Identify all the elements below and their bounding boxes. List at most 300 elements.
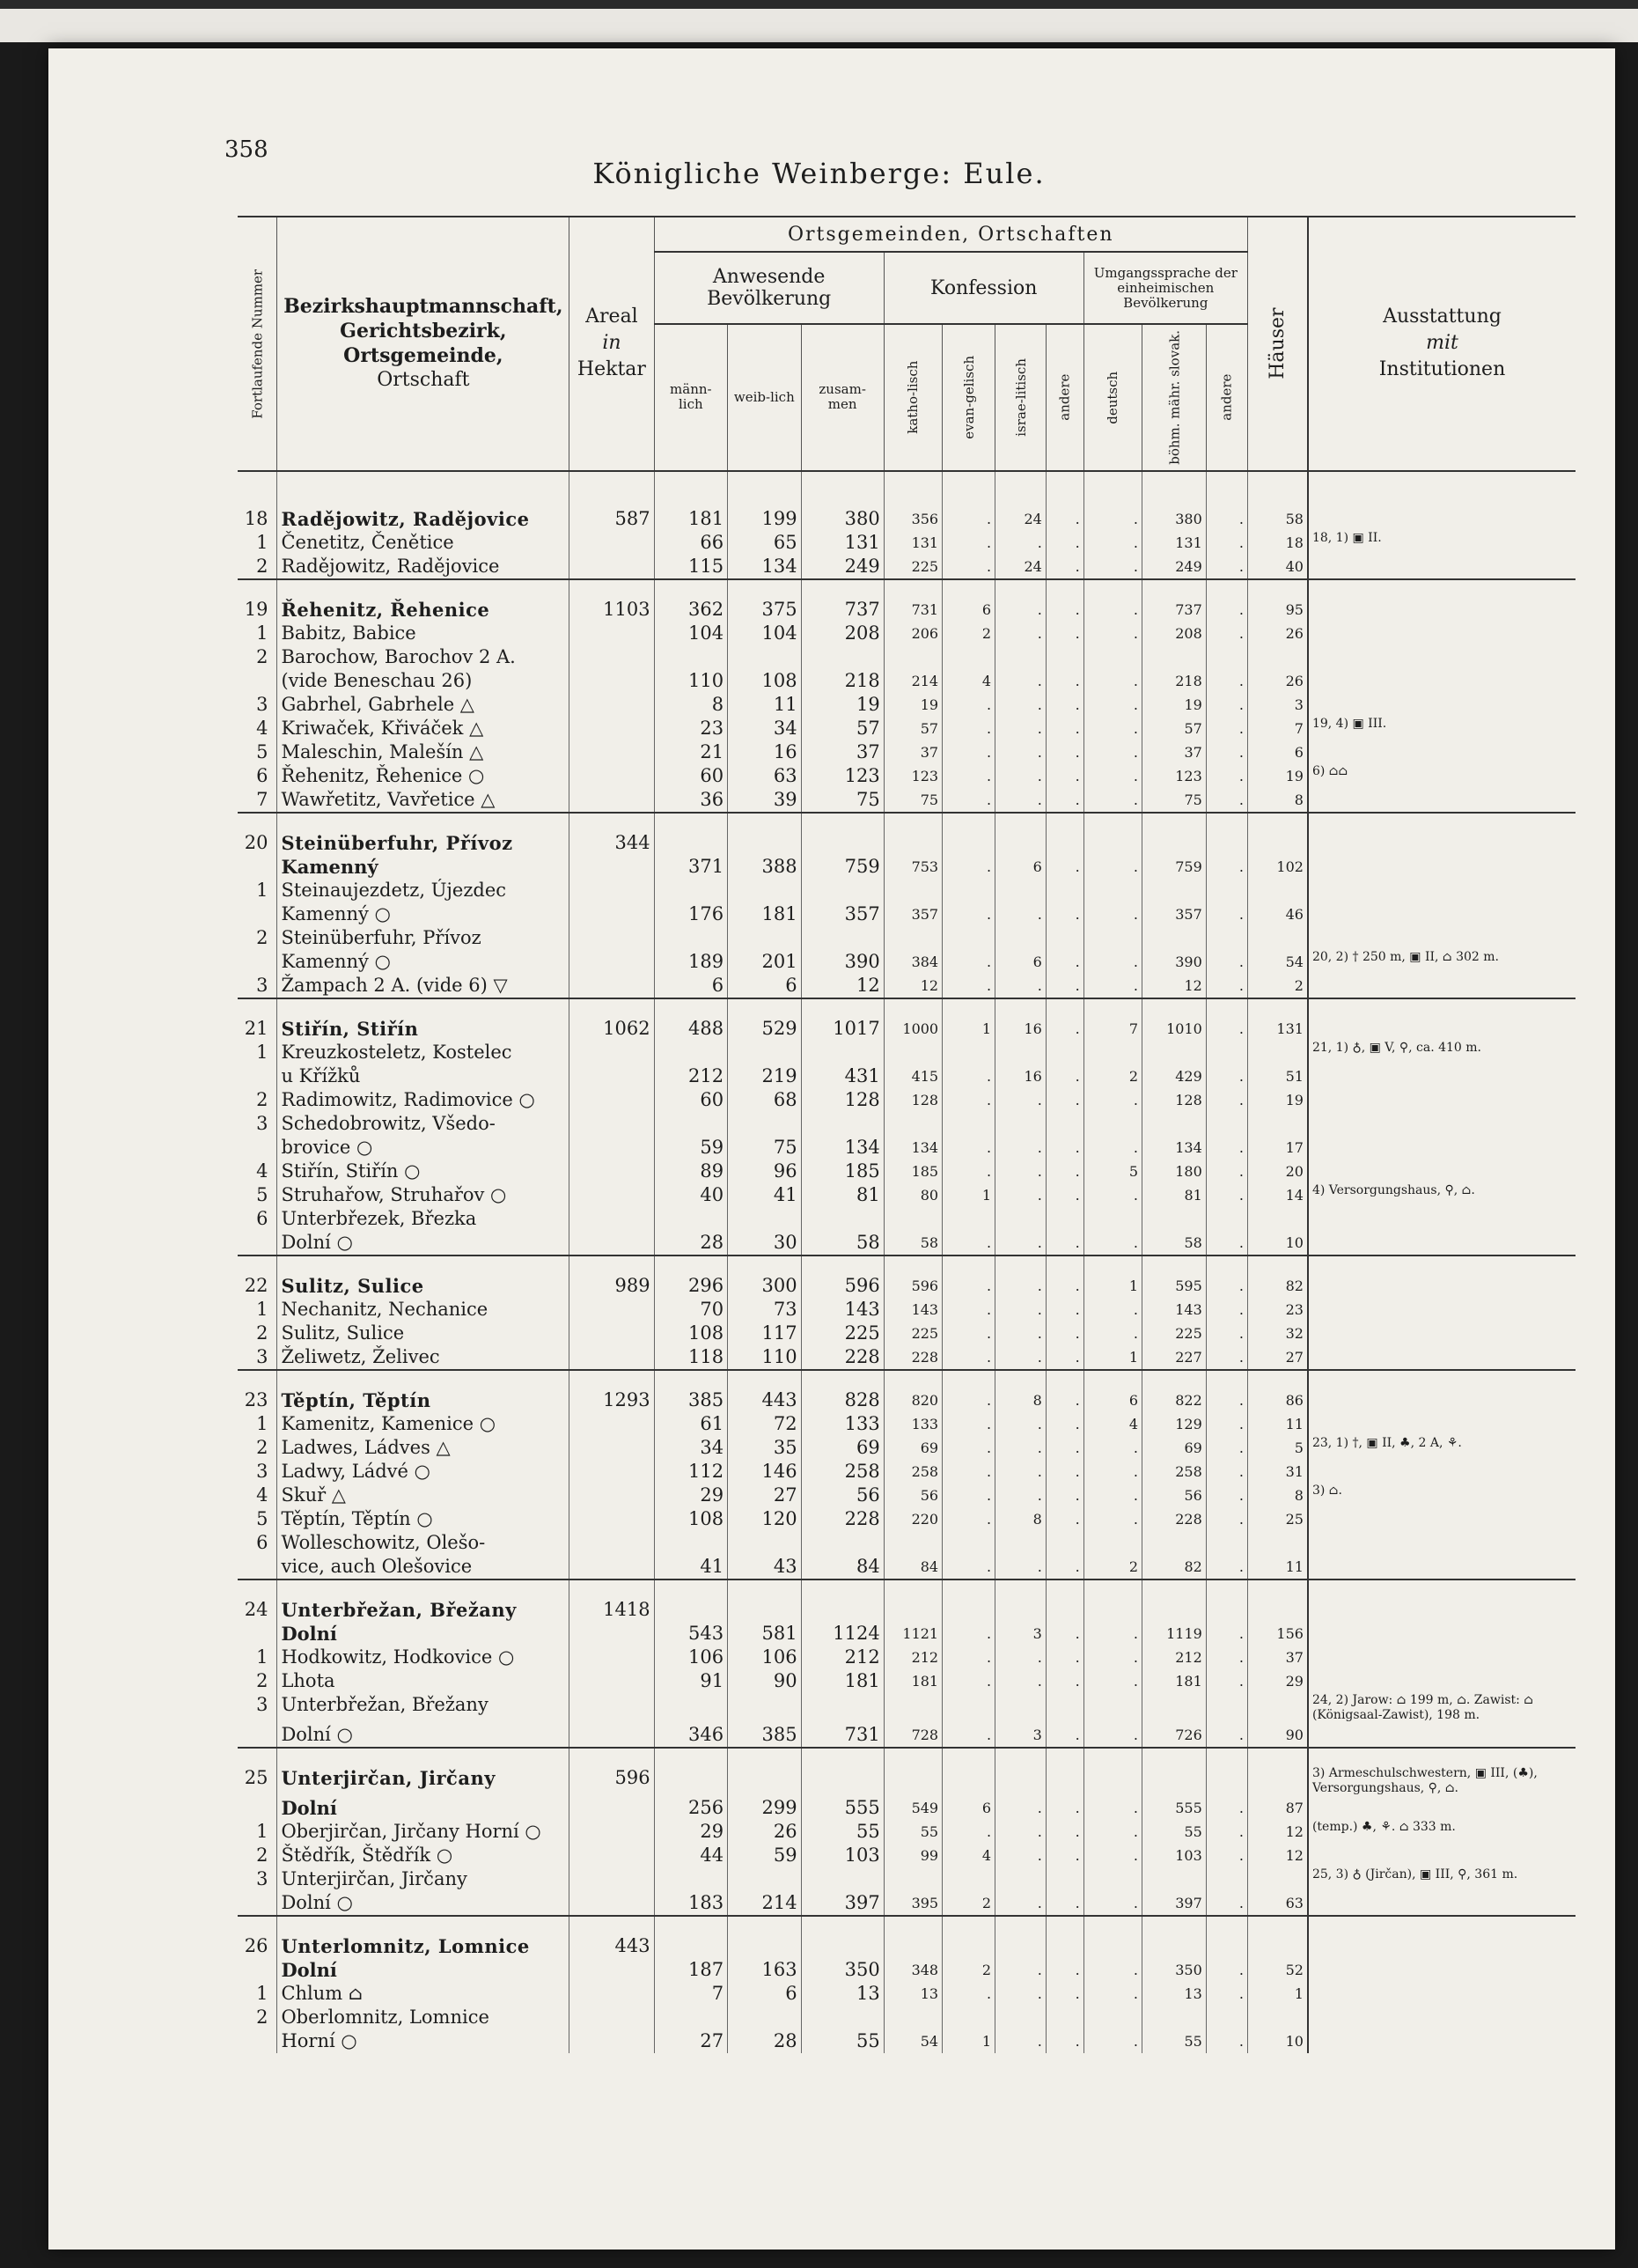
- header-language: Umgangssprache der einheimischen Bevölkerung: [1083, 252, 1247, 324]
- cell-czech: 225: [1142, 1322, 1207, 1345]
- cell-houses: [1247, 813, 1308, 855]
- cell-notes: [1308, 1844, 1576, 1867]
- table-row: [238, 1484, 1576, 1507]
- cell-nr: 1: [256, 1820, 268, 1842]
- cell-other-lang: .: [1206, 1844, 1247, 1867]
- cell-name: Chlum ⌂: [277, 1982, 569, 2006]
- cell-israelite: .: [995, 531, 1047, 555]
- header-areal-line3: Hektar: [577, 358, 646, 381]
- cell-name: Oberlomnitz, Lomnice: [277, 2006, 569, 2029]
- cell-nr: 1: [256, 879, 268, 901]
- cell-name: Steinaujezdetz, Újezdec: [277, 879, 569, 902]
- cell-total: 185: [801, 1160, 884, 1183]
- cell-israelite: 3: [995, 1622, 1047, 1646]
- cell-israelite: .: [995, 1345, 1047, 1370]
- cell-name: Unterbřežan, Břežany: [277, 1693, 569, 1723]
- table-body: [238, 471, 1576, 2053]
- cell-nr: [238, 1723, 277, 1748]
- cell-other-konf: .: [1046, 669, 1083, 693]
- cell-male: 27: [654, 2029, 727, 2053]
- cell-nr: [238, 855, 277, 879]
- cell-other-lang: .: [1206, 1484, 1247, 1507]
- cell-female: 43: [728, 1555, 801, 1580]
- cell-male: 7: [654, 1982, 727, 2006]
- table-row: [238, 1622, 1576, 1646]
- cell-czech: 103: [1142, 1844, 1207, 1867]
- table-row: [238, 1041, 1576, 1064]
- cell-catholic: [884, 1041, 942, 1064]
- cell-female: 6: [728, 1982, 801, 2006]
- cell-nr: [238, 950, 277, 974]
- cell-nr: 18: [244, 507, 268, 529]
- cell-evangelical: [943, 1041, 995, 1064]
- cell-catholic: 348: [884, 1958, 942, 1982]
- cell-german: .: [1083, 1436, 1142, 1460]
- cell-catholic: 415: [884, 1064, 942, 1088]
- cell-other-lang: .: [1206, 1256, 1247, 1298]
- table-row: [238, 645, 1576, 669]
- table-row: [238, 764, 1576, 788]
- cell-evangelical: .: [943, 764, 995, 788]
- cell-other-konf: .: [1046, 1484, 1083, 1507]
- table-row: [238, 950, 1576, 974]
- cell-areal: [569, 555, 654, 579]
- cell-areal: [569, 1088, 654, 1112]
- cell-evangelical: 1: [943, 998, 995, 1041]
- cell-houses: [1247, 879, 1308, 902]
- cell-houses: 32: [1247, 1322, 1308, 1345]
- table-row-municipality: [238, 1370, 1576, 1412]
- cell-total: [801, 879, 884, 902]
- cell-notes: [1308, 740, 1576, 764]
- cell-total: 225: [801, 1322, 884, 1345]
- cell-german: .: [1083, 2029, 1142, 2053]
- cell-israelite: .: [995, 669, 1047, 693]
- cell-areal: [569, 926, 654, 950]
- cell-total: [801, 1748, 884, 1796]
- cell-other-lang: [1206, 645, 1247, 669]
- cell-israelite: .: [995, 764, 1047, 788]
- cell-male: 44: [654, 1844, 727, 1867]
- table-row: [238, 1322, 1576, 1345]
- header-notes-line1: Ausstattung: [1383, 306, 1502, 328]
- cell-nr: [238, 1796, 277, 1820]
- cell-male: [654, 1693, 727, 1723]
- cell-nr: 24: [244, 1598, 268, 1620]
- cell-german: .: [1083, 622, 1142, 645]
- cell-other-lang: [1206, 1916, 1247, 1958]
- cell-other-lang: .: [1206, 669, 1247, 693]
- cell-other-lang: .: [1206, 1231, 1247, 1256]
- cell-nr: 2: [256, 555, 268, 577]
- cell-name: Radějowitz, Radějovice: [277, 471, 569, 531]
- cell-houses: 54: [1247, 950, 1308, 974]
- cell-houses: 18: [1247, 531, 1308, 555]
- cell-evangelical: .: [943, 974, 995, 998]
- cell-israelite: .: [995, 579, 1047, 622]
- cell-german: .: [1083, 1958, 1142, 1982]
- cell-areal: [569, 531, 654, 555]
- cell-areal: [569, 1460, 654, 1484]
- cell-other-lang: .: [1206, 471, 1247, 531]
- cell-other-konf: [1046, 1531, 1083, 1555]
- cell-name: Struhařow, Struhařov ○: [277, 1183, 569, 1207]
- cell-other-lang: .: [1206, 1796, 1247, 1820]
- cell-other-lang: .: [1206, 1982, 1247, 2006]
- cell-other-lang: .: [1206, 998, 1247, 1041]
- cell-female: 117: [728, 1322, 801, 1345]
- cell-catholic: [884, 1693, 942, 1723]
- cell-houses: 8: [1247, 1484, 1308, 1507]
- cell-total: 143: [801, 1298, 884, 1322]
- cell-name: u Křížků: [277, 1064, 569, 1088]
- cell-name: Nechanitz, Nechanice: [277, 1298, 569, 1322]
- cell-name: Schedobrowitz, Všedo-: [277, 1112, 569, 1136]
- cell-other-konf: .: [1046, 1436, 1083, 1460]
- cell-nr: 6: [256, 1207, 268, 1229]
- cell-czech: 228: [1142, 1507, 1207, 1531]
- cell-evangelical: .: [943, 788, 995, 813]
- cell-czech: 180: [1142, 1160, 1207, 1183]
- cell-notes: [1308, 555, 1576, 579]
- cell-houses: 19: [1247, 764, 1308, 788]
- header-lang-czech: böhm. mähr. slovak.: [1142, 324, 1207, 471]
- cell-czech: 81: [1142, 1183, 1207, 1207]
- cell-israelite: 3: [995, 1723, 1047, 1748]
- cell-czech: 350: [1142, 1958, 1207, 1982]
- cell-name: Řehenitz, Řehenice ○: [277, 764, 569, 788]
- cell-houses: 7: [1247, 717, 1308, 740]
- cell-name: Kamenný: [277, 855, 569, 879]
- cell-areal: 596: [569, 1748, 654, 1796]
- cell-total: 84: [801, 1555, 884, 1580]
- table-row: [238, 1555, 1576, 1580]
- header-konf-other: andere: [1046, 324, 1083, 471]
- cell-areal: [569, 669, 654, 693]
- cell-catholic: 19: [884, 693, 942, 717]
- cell-male: 8: [654, 693, 727, 717]
- cell-evangelical: .: [943, 693, 995, 717]
- cell-catholic: 128: [884, 1088, 942, 1112]
- cell-other-lang: [1206, 1580, 1247, 1622]
- cell-notes: 3) Armeschulschwestern, ▣ III, (♣), Versorgungshaus, ⚲, ⌂.: [1308, 1748, 1576, 1796]
- table-row: [238, 622, 1576, 645]
- cell-notes: [1308, 788, 1576, 813]
- cell-areal: [569, 1345, 654, 1370]
- cell-female: 16: [728, 740, 801, 764]
- table-row: [238, 1231, 1576, 1256]
- cell-nr: 3: [256, 1345, 268, 1367]
- cell-evangelical: .: [943, 717, 995, 740]
- cell-female: 65: [728, 531, 801, 555]
- cell-houses: [1247, 1693, 1308, 1723]
- cell-areal: [569, 902, 654, 926]
- cell-notes: [1308, 1669, 1576, 1693]
- cell-czech: 1010: [1142, 998, 1207, 1041]
- cell-male: 104: [654, 622, 727, 645]
- cell-houses: [1247, 1580, 1308, 1622]
- cell-notes: 20, 2) † 250 m, ▣ II, ⌂ 302 m.: [1308, 950, 1576, 974]
- cell-total: 134: [801, 1136, 884, 1160]
- table-row: [238, 1646, 1576, 1669]
- cell-israelite: .: [995, 1891, 1047, 1916]
- cell-male: 106: [654, 1646, 727, 1669]
- cell-female: [728, 1041, 801, 1064]
- cell-catholic: 820: [884, 1370, 942, 1412]
- cell-total: 12: [801, 974, 884, 998]
- cell-houses: 51: [1247, 1064, 1308, 1088]
- table-row: [238, 740, 1576, 764]
- cell-israelite: .: [995, 2029, 1047, 2053]
- cell-nr: 3: [256, 974, 268, 996]
- cell-name: Stiřín, Stiřín ○: [277, 1160, 569, 1183]
- cell-evangelical: .: [943, 1484, 995, 1507]
- cell-notes: [1308, 2029, 1576, 2053]
- table-row: [238, 717, 1576, 740]
- cell-catholic: [884, 879, 942, 902]
- cell-other-konf: .: [1046, 1136, 1083, 1160]
- table-row-municipality: [238, 471, 1576, 531]
- cell-name: Barochow, Barochov 2 A.: [277, 645, 569, 669]
- cell-houses: 63: [1247, 1891, 1308, 1916]
- cell-other-lang: .: [1206, 2029, 1247, 2053]
- cell-catholic: [884, 645, 942, 669]
- cell-evangelical: .: [943, 471, 995, 531]
- cell-czech: [1142, 1112, 1207, 1136]
- cell-notes: [1308, 1982, 1576, 2006]
- cell-notes: [1308, 1916, 1576, 1958]
- cell-name: Žampach 2 A. (vide 6) ▽: [277, 974, 569, 998]
- cell-catholic: 206: [884, 622, 942, 645]
- cell-czech: 181: [1142, 1669, 1207, 1693]
- cell-female: 27: [728, 1484, 801, 1507]
- cell-notes: [1308, 1370, 1576, 1412]
- cell-female: 199: [728, 471, 801, 531]
- cell-other-konf: .: [1046, 1322, 1083, 1345]
- cell-houses: [1247, 645, 1308, 669]
- cell-total: [801, 813, 884, 855]
- cell-areal: [569, 1322, 654, 1345]
- cell-catholic: 357: [884, 902, 942, 926]
- cell-catholic: 212: [884, 1646, 942, 1669]
- cell-nr: 3: [256, 1460, 268, 1482]
- cell-houses: 10: [1247, 2029, 1308, 2053]
- cell-total: 350: [801, 1958, 884, 1982]
- cell-nr: 2: [256, 645, 268, 667]
- cell-catholic: 37: [884, 740, 942, 764]
- cell-male: 66: [654, 531, 727, 555]
- cell-israelite: 6: [995, 855, 1047, 879]
- cell-notes: 24, 2) Jarow: ⌂ 199 m, ⌂. Zawist: ⌂ (Königsaal-Zawist), 198 m.: [1308, 1693, 1576, 1723]
- cell-houses: 12: [1247, 1844, 1308, 1867]
- cell-other-lang: .: [1206, 1507, 1247, 1531]
- cell-nr: 1: [256, 531, 268, 553]
- cell-nr: 4: [256, 1160, 268, 1182]
- cell-israelite: .: [995, 1820, 1047, 1844]
- cell-notes: [1308, 1136, 1576, 1160]
- cell-evangelical: .: [943, 902, 995, 926]
- cell-houses: 12: [1247, 1820, 1308, 1844]
- cell-czech: 595: [1142, 1256, 1207, 1298]
- cell-german: 7: [1083, 998, 1142, 1041]
- cell-areal: [569, 1820, 654, 1844]
- cell-israelite: .: [995, 788, 1047, 813]
- cell-german: .: [1083, 1460, 1142, 1484]
- cell-female: [728, 1748, 801, 1796]
- cell-male: 385: [654, 1370, 727, 1412]
- cell-total: 1017: [801, 998, 884, 1041]
- table-row: [238, 531, 1576, 555]
- cell-other-lang: .: [1206, 902, 1247, 926]
- cell-female: [728, 1112, 801, 1136]
- cell-total: 131: [801, 531, 884, 555]
- cell-czech: [1142, 1693, 1207, 1723]
- cell-name: Maleschin, Malešín △: [277, 740, 569, 764]
- cell-male: 108: [654, 1507, 727, 1531]
- cell-evangelical: .: [943, 740, 995, 764]
- cell-catholic: [884, 1580, 942, 1622]
- cell-name: Unterbřezek, Březka: [277, 1207, 569, 1231]
- cell-evangelical: .: [943, 1298, 995, 1322]
- cell-name: Lhota: [277, 1669, 569, 1693]
- cell-houses: 5: [1247, 1436, 1308, 1460]
- cell-female: [728, 2006, 801, 2029]
- cell-houses: 2: [1247, 974, 1308, 998]
- table-row-municipality: [238, 998, 1576, 1041]
- running-title: Königliche Weinberge: Eule.: [592, 157, 1046, 190]
- cell-evangelical: .: [943, 1088, 995, 1112]
- cell-notes: [1308, 998, 1576, 1041]
- cell-catholic: [884, 1748, 942, 1796]
- cell-notes: 3) ⌂.: [1308, 1484, 1576, 1507]
- cell-other-lang: [1206, 1207, 1247, 1231]
- cell-other-konf: .: [1046, 1460, 1083, 1484]
- cell-other-konf: [1046, 1041, 1083, 1064]
- cell-czech: 134: [1142, 1136, 1207, 1160]
- cell-notes: [1308, 471, 1576, 531]
- cell-czech: [1142, 1748, 1207, 1796]
- cell-catholic: 225: [884, 555, 942, 579]
- cell-other-konf: .: [1046, 1796, 1083, 1820]
- cell-areal: [569, 1112, 654, 1136]
- cell-female: 299: [728, 1796, 801, 1820]
- cell-areal: [569, 1136, 654, 1160]
- cell-houses: 37: [1247, 1646, 1308, 1669]
- header-group-top: Ortsgemeinden, Ortschaften: [654, 217, 1247, 252]
- cell-evangelical: .: [943, 1622, 995, 1646]
- table-row: [238, 855, 1576, 879]
- cell-areal: [569, 693, 654, 717]
- cell-israelite: .: [995, 1231, 1047, 1256]
- cell-female: 214: [728, 1891, 801, 1916]
- cell-name: Dolní ○: [277, 1231, 569, 1256]
- cell-nr: [238, 2029, 277, 2053]
- cell-total: 212: [801, 1646, 884, 1669]
- cell-other-konf: .: [1046, 1160, 1083, 1183]
- cell-female: 388: [728, 855, 801, 879]
- cell-other-lang: .: [1206, 974, 1247, 998]
- cell-areal: [569, 1622, 654, 1646]
- cell-german: [1083, 1207, 1142, 1231]
- table-row: [238, 788, 1576, 813]
- cell-evangelical: .: [943, 1256, 995, 1298]
- cell-areal: [569, 1669, 654, 1693]
- cell-other-lang: .: [1206, 1298, 1247, 1322]
- cell-evangelical: .: [943, 1160, 995, 1183]
- cell-evangelical: [943, 645, 995, 669]
- cell-female: 63: [728, 764, 801, 788]
- cell-german: [1083, 645, 1142, 669]
- cell-other-konf: .: [1046, 1723, 1083, 1748]
- cell-other-lang: .: [1206, 1460, 1247, 1484]
- cell-areal: [569, 2029, 654, 2053]
- cell-other-lang: .: [1206, 1891, 1247, 1916]
- cell-german: [1083, 2006, 1142, 2029]
- cell-czech: [1142, 1041, 1207, 1064]
- cell-female: 104: [728, 622, 801, 645]
- cell-male: [654, 2006, 727, 2029]
- cell-nr: 2: [256, 1436, 268, 1458]
- table-row: [238, 1507, 1576, 1531]
- cell-other-konf: .: [1046, 1370, 1083, 1412]
- cell-german: .: [1083, 1891, 1142, 1916]
- cell-nr: [238, 902, 277, 926]
- cell-czech: 129: [1142, 1412, 1207, 1436]
- cell-name: Unterbřežan, Břežany: [277, 1580, 569, 1622]
- cell-catholic: 181: [884, 1669, 942, 1693]
- cell-other-lang: .: [1206, 579, 1247, 622]
- cell-german: .: [1083, 1622, 1142, 1646]
- cell-nr: 3: [256, 1693, 268, 1715]
- cell-other-lang: .: [1206, 950, 1247, 974]
- cell-nr: [238, 1555, 277, 1580]
- cell-catholic: 56: [884, 1484, 942, 1507]
- cell-houses: [1247, 1867, 1308, 1891]
- cell-israelite: 16: [995, 998, 1047, 1041]
- cell-evangelical: .: [943, 855, 995, 879]
- cell-notes: [1308, 1555, 1576, 1580]
- cell-male: [654, 1916, 727, 1958]
- cell-other-konf: [1046, 2006, 1083, 2029]
- cell-female: [728, 1207, 801, 1231]
- cell-israelite: [995, 2006, 1047, 2029]
- cell-other-konf: .: [1046, 1183, 1083, 1207]
- cell-areal: [569, 1693, 654, 1723]
- cell-female: 201: [728, 950, 801, 974]
- cell-notes: [1308, 1064, 1576, 1088]
- cell-catholic: 123: [884, 764, 942, 788]
- cell-other-lang: .: [1206, 717, 1247, 740]
- cell-german: 6: [1083, 1370, 1142, 1412]
- cell-notes: [1308, 926, 1576, 950]
- cell-houses: 86: [1247, 1370, 1308, 1412]
- cell-israelite: .: [995, 693, 1047, 717]
- cell-israelite: .: [995, 1136, 1047, 1160]
- cell-houses: [1247, 1041, 1308, 1064]
- cell-evangelical: .: [943, 1064, 995, 1088]
- cell-catholic: 58: [884, 1231, 942, 1256]
- cell-houses: 40: [1247, 555, 1308, 579]
- cell-israelite: .: [995, 1982, 1047, 2006]
- cell-name: Želiwetz, Želivec: [277, 1345, 569, 1370]
- cell-total: 55: [801, 1820, 884, 1844]
- cell-total: 133: [801, 1412, 884, 1436]
- header-lang-german: deutsch: [1083, 324, 1142, 471]
- statistics-table: [238, 216, 1576, 2053]
- cell-total: [801, 1580, 884, 1622]
- cell-male: 110: [654, 669, 727, 693]
- cell-name: Dolní: [277, 1796, 569, 1820]
